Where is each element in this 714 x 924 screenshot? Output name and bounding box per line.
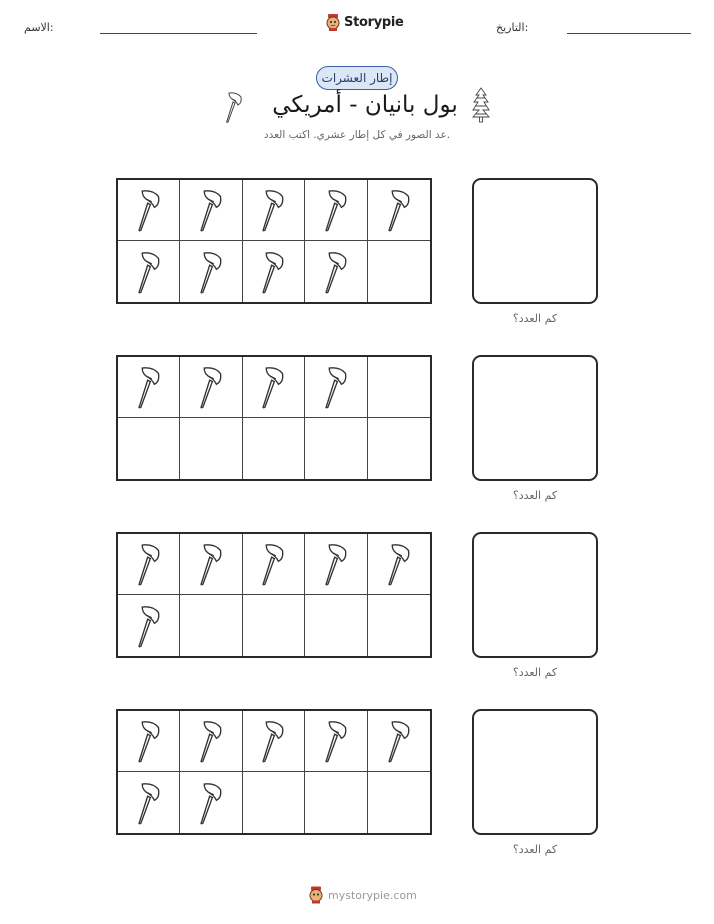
axe-icon (379, 187, 419, 233)
ten-frame-cell (180, 180, 242, 241)
axe-icon (129, 249, 169, 295)
ten-frame-cell (305, 711, 367, 772)
axe-icon (129, 187, 169, 233)
brand-logo (325, 12, 404, 32)
axe-icon (253, 187, 293, 233)
ten-frame-cell (118, 180, 180, 241)
footer (308, 886, 417, 904)
answer-prompt: كم العدد؟ (512, 666, 558, 679)
ten-frame-cell (368, 241, 430, 302)
answer-prompt: كم العدد؟ (512, 843, 558, 856)
axe-icon (316, 187, 356, 233)
answer-box[interactable] (472, 532, 598, 658)
ten-frame-cell (180, 711, 242, 772)
ten-frame-cell (180, 772, 242, 833)
ten-frame-cell (305, 357, 367, 418)
ten-frame-cell (243, 711, 305, 772)
axe-icon (191, 364, 231, 410)
ten-frame-cell (180, 595, 242, 656)
axe-icon (253, 718, 293, 764)
axe-icon (316, 718, 356, 764)
axe-icon (129, 364, 169, 410)
answer-box[interactable] (472, 709, 598, 835)
ten-frame-cell (180, 241, 242, 302)
axe-icon (191, 780, 231, 826)
storypie-mascot-icon (308, 886, 324, 904)
ten-frame-cell (305, 772, 367, 833)
ten-frame-cell (305, 595, 367, 656)
ten-frame (116, 709, 432, 835)
ten-frame-cell (243, 772, 305, 833)
axe-icon (129, 603, 169, 649)
ten-frame-cell (305, 534, 367, 595)
answer-box[interactable] (472, 355, 598, 481)
date-line[interactable] (567, 33, 691, 34)
axe-icon (191, 187, 231, 233)
axe-icon (129, 718, 169, 764)
axe-icon (129, 541, 169, 587)
ten-frame-cell (368, 711, 430, 772)
ten-frame (116, 532, 432, 658)
ten-frame-cell (118, 534, 180, 595)
ten-frame-cell (368, 418, 430, 479)
ten-frame-cell (368, 180, 430, 241)
axe-icon (220, 90, 248, 124)
axe-icon (191, 541, 231, 587)
worksheet-title: بول بانيان - أمريكي (272, 92, 458, 118)
ten-frame-cell (118, 595, 180, 656)
ten-frame-cell (180, 418, 242, 479)
ten-frame-cell (118, 357, 180, 418)
axe-icon (253, 249, 293, 295)
storypie-mascot-icon (325, 14, 341, 31)
brand-name: Storypie (344, 14, 404, 30)
worksheet-instructions: عد الصور في كل إطار عشري. اكتب العدد. (263, 129, 451, 141)
ten-frame-cell (118, 241, 180, 302)
ten-frame-cell (180, 534, 242, 595)
ten-frame-cell (305, 241, 367, 302)
name-label: الاسم: (24, 21, 54, 34)
axe-icon (129, 780, 169, 826)
ten-frame (116, 355, 432, 481)
axe-icon (253, 364, 293, 410)
answer-box[interactable] (472, 178, 598, 304)
ten-frame-cell (368, 772, 430, 833)
ten-frame-cell (118, 711, 180, 772)
axe-icon (316, 364, 356, 410)
ten-frame-cell (118, 418, 180, 479)
axe-icon (191, 718, 231, 764)
pine-tree-icon (469, 86, 493, 124)
axe-icon (253, 541, 293, 587)
axe-icon (316, 541, 356, 587)
ten-frame-cell (118, 772, 180, 833)
ten-frame-cell (305, 180, 367, 241)
ten-frame-cell (180, 357, 242, 418)
ten-frame-cell (368, 534, 430, 595)
date-label: التاريخ: (496, 21, 529, 34)
ten-frame-cell (243, 180, 305, 241)
axe-icon (191, 249, 231, 295)
footer-url[interactable]: mystorypie.com (328, 888, 417, 902)
axe-icon (379, 718, 419, 764)
worksheet-type-badge: إطار العشرات (316, 66, 398, 90)
ten-frame-cell (243, 595, 305, 656)
ten-frame-cell (243, 241, 305, 302)
ten-frame-cell (368, 357, 430, 418)
axe-icon (316, 249, 356, 295)
ten-frame-cell (243, 534, 305, 595)
ten-frame-cell (305, 418, 367, 479)
ten-frame-cell (243, 418, 305, 479)
axe-icon (379, 541, 419, 587)
answer-prompt: كم العدد؟ (512, 489, 558, 502)
ten-frame-cell (368, 595, 430, 656)
ten-frame (116, 178, 432, 304)
name-line[interactable] (100, 33, 257, 34)
ten-frame-cell (243, 357, 305, 418)
answer-prompt: كم العدد؟ (512, 312, 558, 325)
